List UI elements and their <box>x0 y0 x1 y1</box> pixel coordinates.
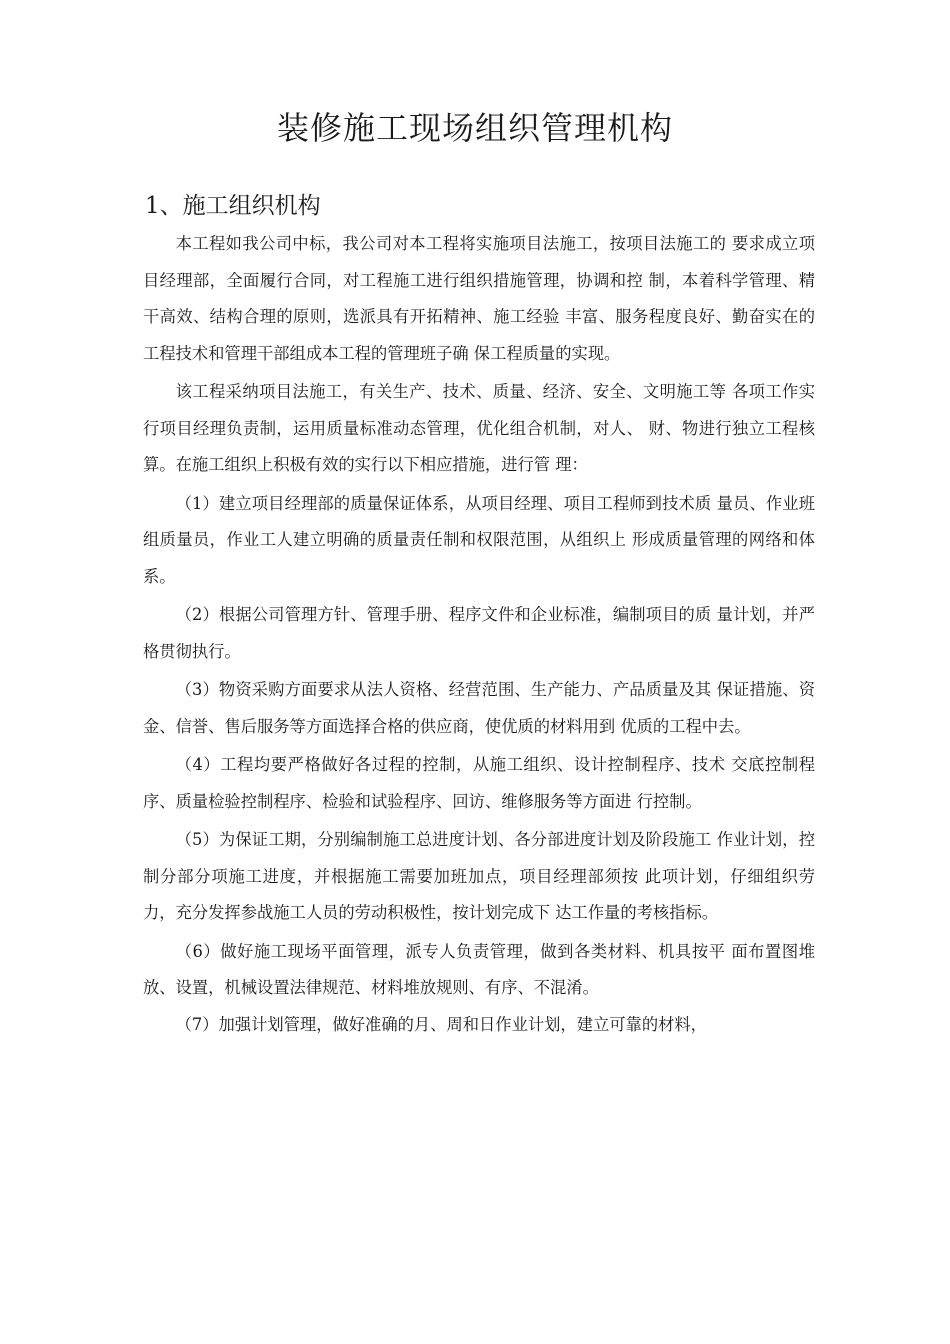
paragraph-measure-4: （4）工程均要严格做好各过程的控制，从施工组织、设计控制程序、技术 交底控制程序、质量检验控制程序、检验和试验程序、回访、维修服务等方面进 行控制。 <box>143 755 815 811</box>
paragraph-measure-1: （1）建立项目经理部的质量保证体系，从项目经理、项目工程师到技术质 量员、作业班组质量员，作业工人建立明确的质量责任制和权限范围，从组织上 形成质量管理的网络和体系。 <box>143 493 815 586</box>
document-title: 装修施工现场组织管理机构 <box>276 109 673 147</box>
section-heading: 1、施工组织机构 <box>145 193 321 219</box>
paragraph-measure-7: （7）加强计划管理，做好准确的月、周和日作业计划，建立可靠的材料， <box>175 1014 707 1034</box>
document-body <box>143 226 815 1043</box>
paragraph-measure-5: （5）为保证工期，分别编制施工总进度计划、各分部进度计划及阶段施工 作业计划，控制分部分项施工进度，并根据施工需要加班加点，项目经理部须按 此项计划，仔细组织劳力，充分发挥参战施工人员的劳动积极性，按计划完成下 达工作量的考核指标。 <box>143 830 815 922</box>
paragraph-project-method: 该工程采纳项目法施工，有关生产、技术、质量、经济、安全、文明施工等 各项工作实行项目经理负责制，运用质量标准动态管理，优化组合机制，对人、 财、物进行独立工程核算。在施工组织上积极有效的实行以下相应措施，进行管 理： <box>143 382 815 474</box>
paragraph-measure-3: （3）物资采购方面要求从法人资格、经营范围、生产能力、产品质量及其 保证措施、资金、信誉、售后服务等方面选择合格的供应商，使优质的材料用到 优质的工程中去。 <box>143 680 815 736</box>
paragraph-measure-6: （6）做好施工现场平面管理，派专人负责管理，做到各类材料、机具按平 面布置图堆放、设置，机械设置法律规范、材料堆放规则、有序、不混淆。 <box>143 941 815 997</box>
paragraph-intro: 本工程如我公司中标，我公司对本工程将实施项目法施工，按项目法施工的 要求成立项目经理部，全面履行合同，对工程施工进行组织措施管理，协调和控 制，本着科学管理、精干高效、结构合理的原则，选派具有开拓精神、施工经验 丰富、服务程度良好、勤奋实在的工程技术和管理干部组成本工程的管理班子确 保工程质量的实现。 <box>143 234 815 363</box>
paragraph-measure-2: （2）根据公司管理方针、管理手册、程序文件和企业标准，编制项目的质 量计划，并严格贯彻执行。 <box>143 605 815 661</box>
